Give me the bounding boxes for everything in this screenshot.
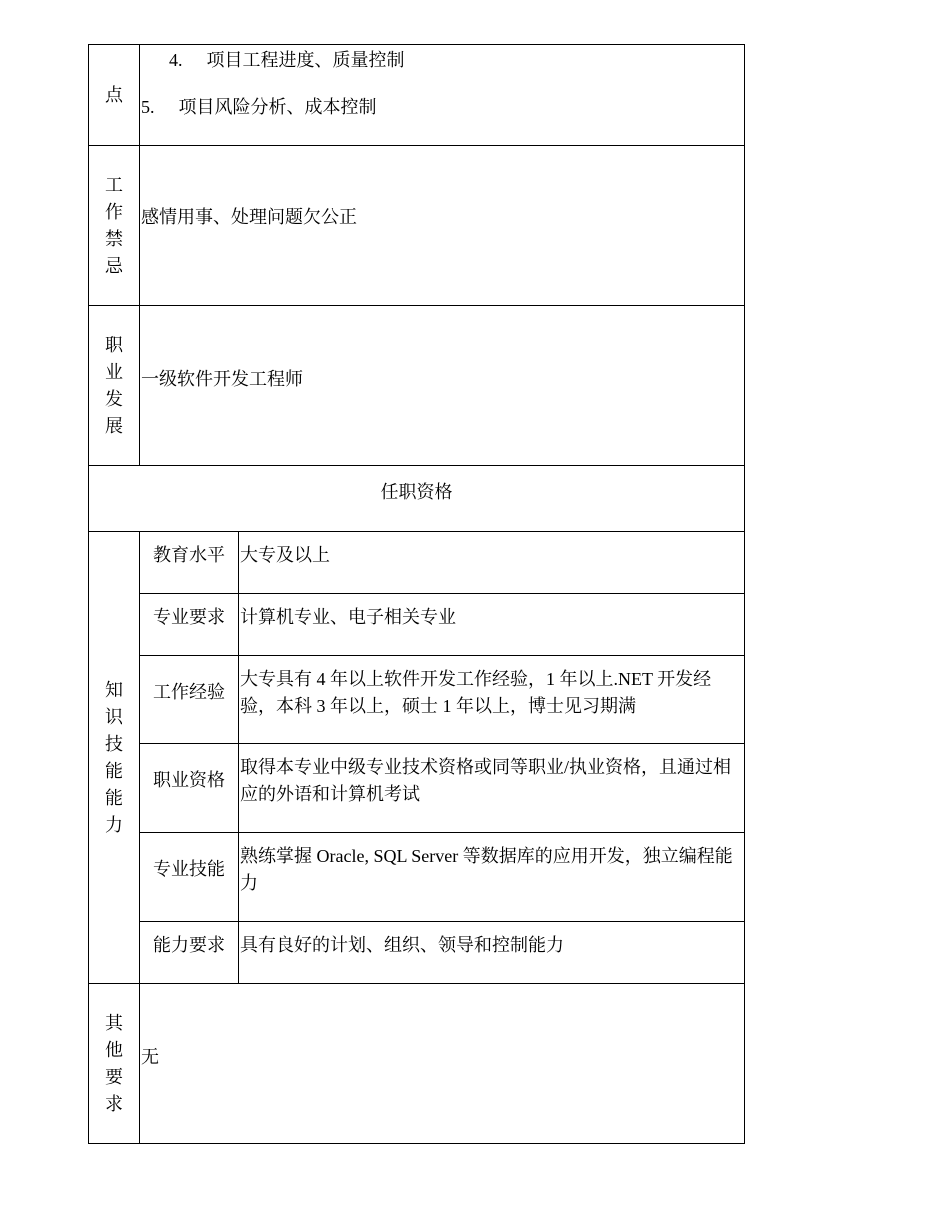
key-points-row — [89, 45, 745, 146]
qualification-row — [89, 594, 745, 656]
qualification-value: 大专具有 4 年以上软件开发工作经验，1 年以上.NET 开发经验，本科 3 年以上，硕士 1 年以上，博士见习期满 — [239, 656, 745, 744]
qualification-value: 熟练掌握 Oracle, SQL Server 等数据库的应用开发，独立编程能力 — [239, 833, 745, 922]
knowledge-skills-label: 知 识 技 能 能 力 — [89, 532, 140, 984]
list-item: 5. 项目风险分析、成本控制 — [141, 97, 377, 117]
other-requirements-row — [89, 984, 745, 1144]
career-development-value: 一级软件开发工程师 — [140, 306, 745, 466]
work-taboo-row — [89, 146, 745, 306]
qualification-name: 职业资格 — [140, 744, 239, 833]
qualification-row — [89, 922, 745, 984]
list-item: 4. 项目工程进度、质量控制 — [169, 50, 405, 70]
qualification-row — [89, 833, 745, 922]
qualification-value: 计算机专业、电子相关专业 — [239, 594, 745, 656]
qualification-row — [89, 656, 745, 744]
key-points-content — [140, 45, 745, 146]
key-points-label: 点 — [89, 45, 140, 146]
qualification-value: 具有良好的计划、组织、领导和控制能力 — [239, 922, 745, 984]
qualification-value: 取得本专业中级专业技术资格或同等职业/执业资格，且通过相应的外语和计算机考试 — [239, 744, 745, 833]
job-description-table — [88, 44, 745, 1144]
other-requirements-label: 其 他 要 求 — [89, 984, 140, 1144]
qualification-name: 能力要求 — [140, 922, 239, 984]
qualification-name: 专业要求 — [140, 594, 239, 656]
qualification-row — [89, 532, 745, 594]
qualification-name: 工作经验 — [140, 656, 239, 744]
work-taboo-value: 感情用事、处理问题欠公正 — [140, 146, 745, 306]
career-development-row — [89, 306, 745, 466]
qualification-name: 专业技能 — [140, 833, 239, 922]
qualification-name: 教育水平 — [140, 532, 239, 594]
qualifications-title: 任职资格 — [89, 466, 745, 532]
other-requirements-value: 无 — [140, 984, 745, 1144]
qualifications-title-row — [89, 466, 745, 532]
qualification-row — [89, 744, 745, 833]
work-taboo-label: 工 作 禁 忌 — [89, 146, 140, 306]
qualification-value: 大专及以上 — [239, 532, 745, 594]
career-development-label: 职 业 发 展 — [89, 306, 140, 466]
